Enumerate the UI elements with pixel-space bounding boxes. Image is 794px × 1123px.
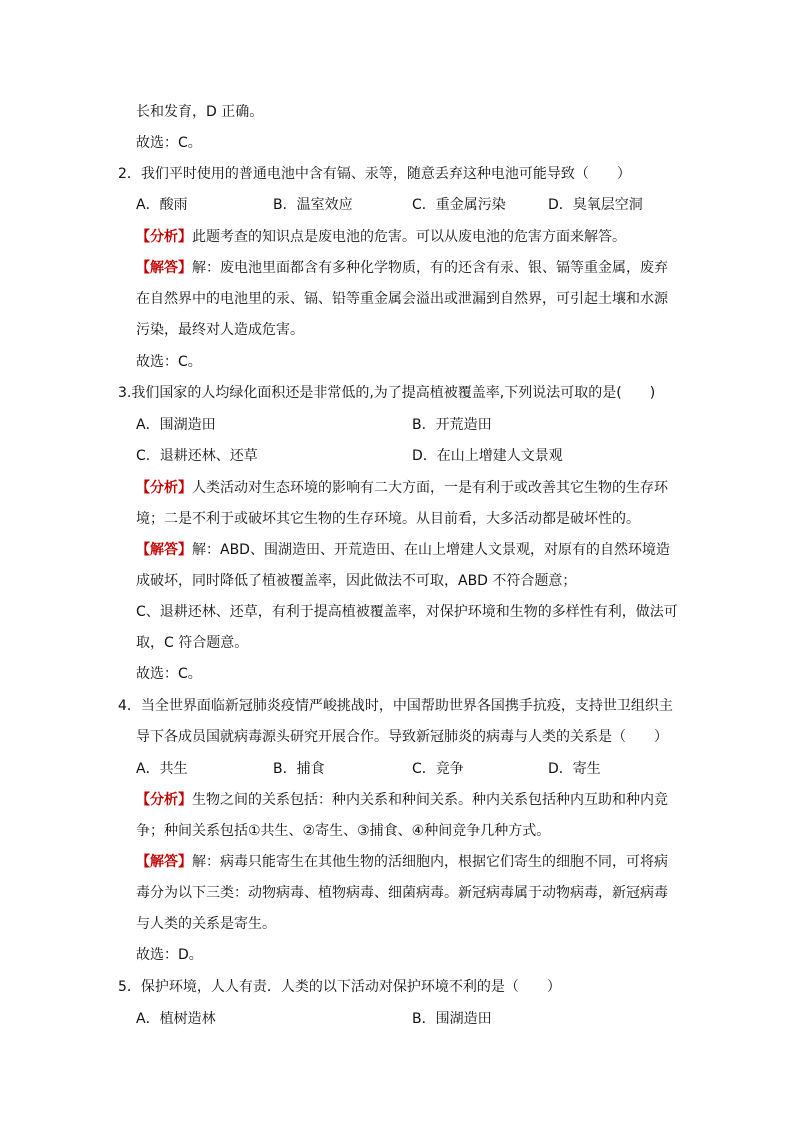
q2-option-a: A．酸雨 [136,197,188,213]
q4-stem-line-2: 导下各成员国就病毒源头研究开展合作。导致新冠肺炎的病毒与人类的关系是（ ） [136,729,668,745]
q3-answer-line-4: 取，C 符合题意。 [136,635,249,651]
q4-analysis-line-2: 争；种间关系包括①共生、②寄生、③捕食、④种间竞争几种方式。 [136,823,551,839]
answer-tag: 【解答】 [136,542,192,558]
q2-analysis-text: 此题考查的知识点是废电池的危害。可以从废电池的危害方面来解答。 [192,229,626,245]
q3-option-b: B．开荒造田 [412,417,492,433]
q2-stem: 2．我们平时使用的普通电池中含有镉、汞等，随意丢弃这种电池可能导致（ ） [118,166,631,182]
q3-option-d: D．在山上增建人文景观 [412,448,563,464]
q4-answer-line-2: 毒分为以下三类：动物病毒、植物病毒、细菌病毒。新冠病毒属于动物病毒，新冠病毒 [136,885,668,901]
q3-option-a: A．围湖造田 [136,417,216,433]
analysis-tag: 【分析】 [136,792,192,808]
q2-answer-text: 解：废电池里面都含有多种化学物质，有的还含有汞、银、镉等重金属，废弃 [192,260,668,276]
q3-answer-line-2: 成破坏，同时降低了植被覆盖率，因此做法不可取，ABD 不符合题意； [136,573,577,589]
q3-analysis-line-1 [136,479,668,497]
q4-stem-line-1: 4．当全世界面临新冠肺炎疫情严峻挑战时，中国帮助世界各国携手抗疫，支持世卫组织主 [118,698,673,714]
q4-analysis-line-1 [136,791,668,809]
answer-tag: 【解答】 [136,260,192,276]
q3-analysis-text: 人类活动对生态环境的影响有二大方面，一是有利于或改善其它生物的生存环 [192,480,668,496]
q4-analysis-text: 生物之间的关系包括：种内关系和种间关系。种内关系包括种内互助和种内竞 [192,792,668,808]
q4-option-a: A．共生 [136,761,188,777]
q2-choice: 故选：C。 [136,354,202,370]
q3-option-c: C．退耕还林、还草 [136,448,258,464]
q4-option-c: C．竞争 [412,761,464,777]
q2-answer-line-1 [136,259,668,277]
q3-stem: 3.我们国家的人均绿化面积还是非常低的,为了提高植被覆盖率,下列说法可取的是( ) [118,385,656,401]
q2-option-d: D．臭氧层空洞 [548,197,643,213]
q3-answer-text: 解：ABD、围湖造田、开荒造田、在山上增建人文景观，对原有的自然环境造 [192,542,670,558]
q4-answer-line-1 [136,853,668,871]
q2-answer-line-3: 污染，最终对人造成危害。 [136,322,304,338]
answer-tag: 【解答】 [136,854,192,870]
prev-choice: 故选：C。 [136,135,202,151]
q5-stem: 5．保护环境，人人有责．人类的以下活动对保护环境不利的是（ ） [118,979,561,995]
q3-choice: 故选：C。 [136,666,202,682]
q4-answer-text: 解：病毒只能寄生在其他生物的活细胞内，根据它们寄生的细胞不同，可将病 [192,854,668,870]
analysis-tag: 【分析】 [136,480,192,496]
q3-answer-line-3: C、退耕还林、还草，有利于提高植被覆盖率，对保护环境和生物的多样性有利，做法可 [136,604,678,620]
q2-option-c: C．重金属污染 [412,197,506,213]
q4-option-d: D．寄生 [548,761,601,777]
q4-choice: 故选：D。 [136,947,203,963]
q5-option-b: B．围湖造田 [412,1011,492,1027]
q4-answer-line-3: 与人类的关系是寄生。 [136,916,276,932]
q3-answer-line-1 [136,541,670,559]
analysis-tag: 【分析】 [136,229,192,245]
q5-option-a: A．植树造林 [136,1011,216,1027]
q3-analysis-line-2: 境；二是不利于或破坏其它生物的生存环境。从目前看，大多活动都是破坏性的。 [136,511,640,527]
q2-analysis [136,228,626,246]
q4-option-b: B．捕食 [273,761,325,777]
q2-option-b: B．温室效应 [273,197,353,213]
prev-answer-tail: 长和发育，D 正确。 [136,104,264,120]
q2-answer-line-2: 在自然界中的电池里的汞、镉、铅等重金属会溢出或泄漏到自然界，可引起土壤和水源 [136,291,668,307]
